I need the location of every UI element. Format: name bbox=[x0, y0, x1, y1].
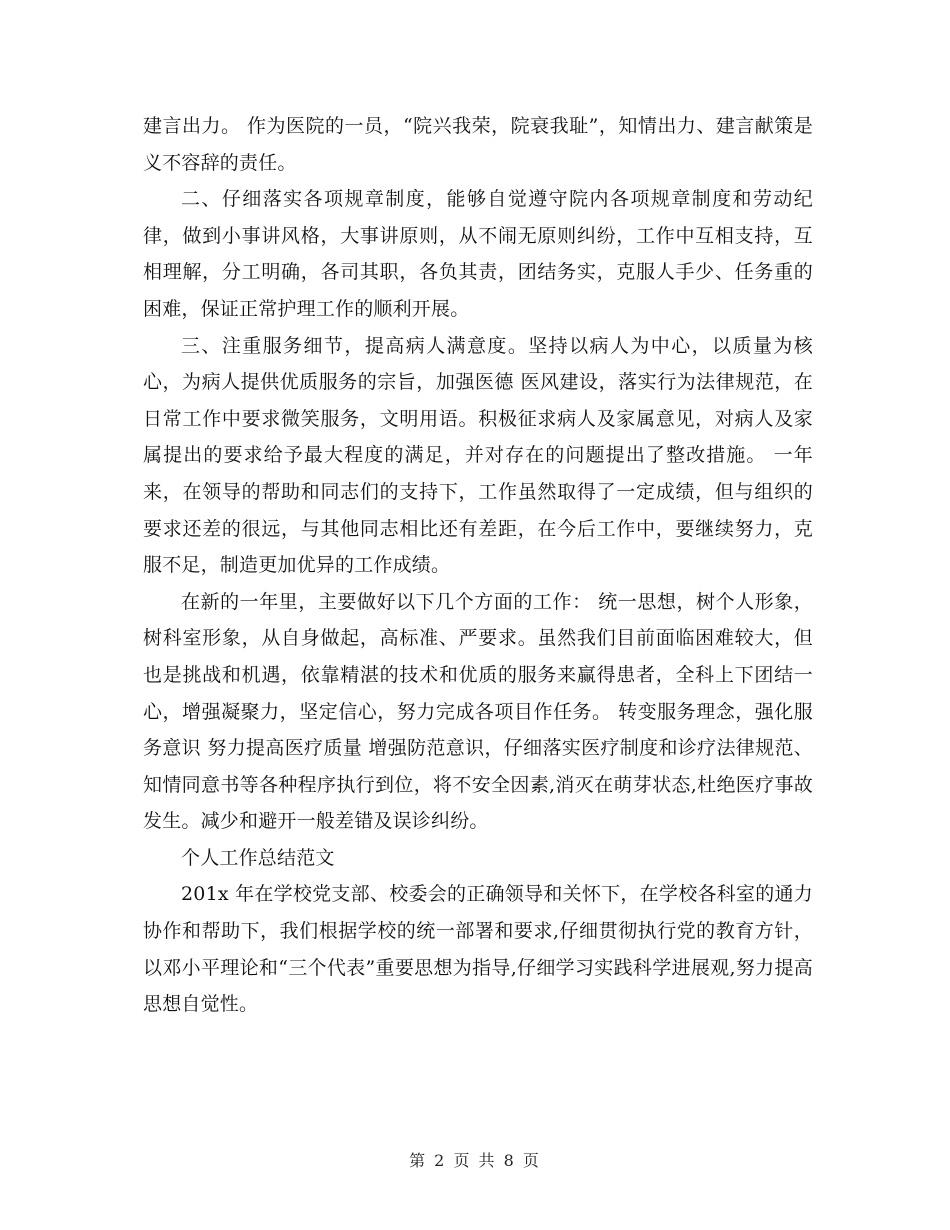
document-body bbox=[143, 108, 813, 1023]
section-heading: 个人工作总结范文 bbox=[181, 846, 335, 869]
paragraph-2: 二、仔细落实各项规章制度，能够自觉遵守院内各项规章制度和劳动纪律，做到小事讲风格，大事讲原则，从不闹无原则纠纷，工作中互相支持，互相理解，分工明确，各司其职，各负其责，团结务实，克服人手少、任务重的困难，保证正常护理工作的顺利开展。 bbox=[143, 188, 813, 320]
page-number-footer: 第 2 页 共 8 页 bbox=[409, 1151, 541, 1170]
paragraph-6: 201x 年在学校党支部、校委会的正确领导和关怀下，在学校各科室的通力协作和帮助下，我们根据学校的统一部署和要求,仔细贯彻执行党的教育方针，以邓小平理论和“三个代表”重要思想为指导,仔细学习实践科学进展观,努力提高思想自觉性。 bbox=[143, 883, 813, 1016]
paragraph-1: 建言出力。 作为医院的一员，“院兴我荣，院衰我耻”，知情出力、建言献策是义不容辞的责任。 bbox=[143, 115, 813, 174]
paragraph-4: 在新的一年里，主要做好以下几个方面的工作： 统一思想，树个人形象，树科室形象，从自身做起，高标准、严要求。虽然我们目前面临困难较大，但也是挑战和机遇，依靠精湛的技术和优质的服务来赢得患者，全科上下团结一心，增强凝聚力，坚定信心，努力完成各项目作任务。 转变服务理念，强化服务意识 努力提高医疗质量 增强防范意识，仔细落实医疗制度和诊疗法律规范、知情同意书等各种程序执行到位，将不安全因素,消灭在萌芽状态,杜绝医疗事故发生。减少和避开一般差错及误诊纠纷。 bbox=[143, 590, 813, 833]
paragraph-3: 三、注重服务细节，提高病人满意度。坚持以病人为中心，以质量为核心，为病人提供优质服务的宗旨，加强医德 医风建设，落实行为法律规范，在日常工作中要求微笑服务，文明用语。积极征求病人及家属意见，对病人及家属提出的要求给予最大程度的满足，并对存在的问题提出了整改措施。 一年来，在领导的帮助和同志们的支持下，工作虽然取得了一定成绩，但与组织的要求还差的很远，与其他同志相比还有差距，在今后工作中，要继续努力，克服不足，制造更加优异的工作成绩。 bbox=[143, 334, 813, 577]
